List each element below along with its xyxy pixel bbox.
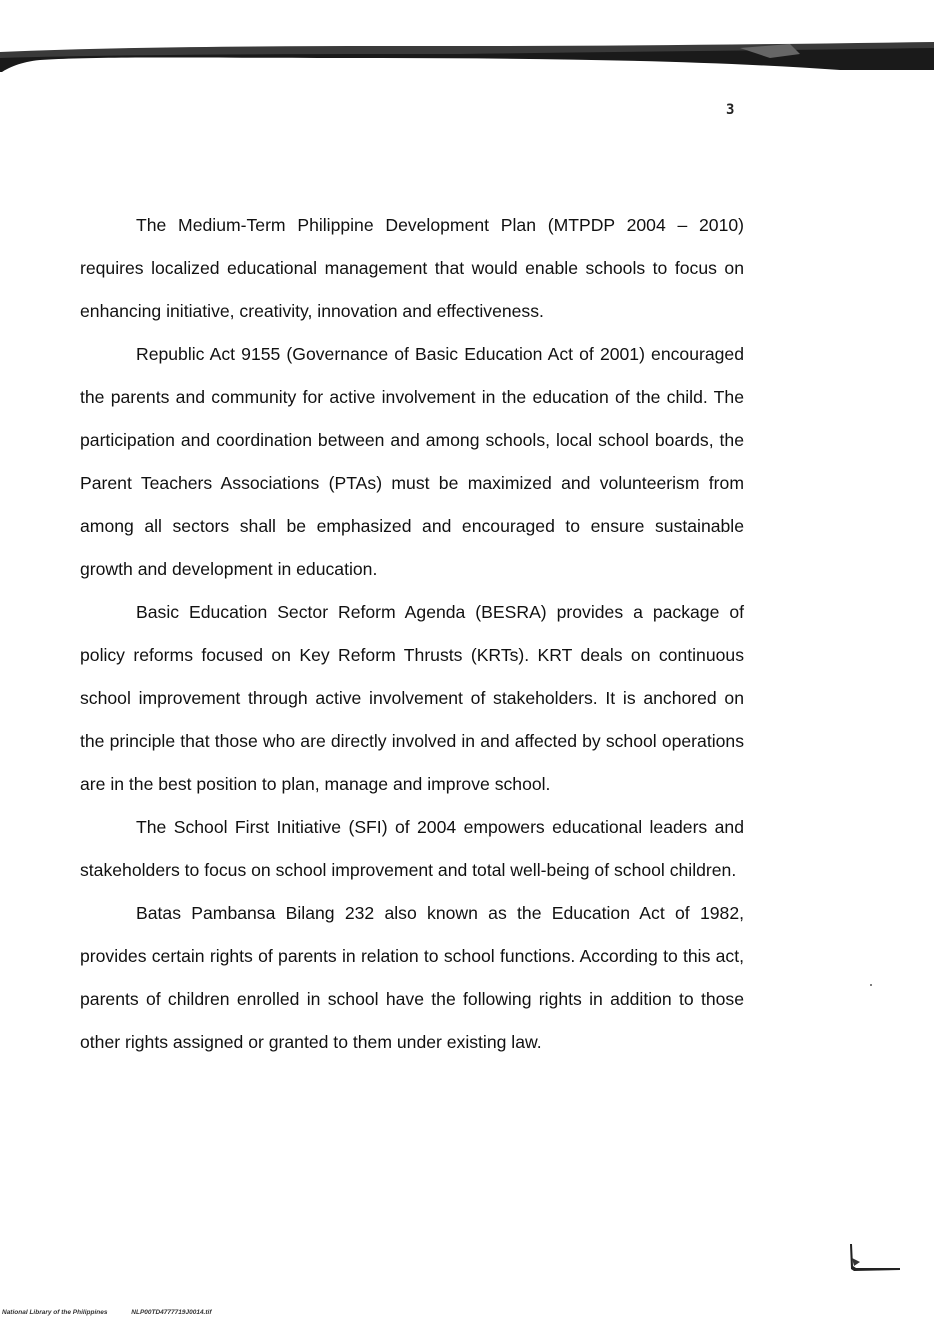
paragraph-besra: Basic Education Sector Reform Agenda (BESRA) provides a package of policy reforms focused on Key Reform Thrusts (KRTs). KRT deals on continuous school improvement through active involvement of stakeholders. It is anchored on the principle that those who are directly involved in and affected by school operations are in the best position to plan, manage and improve school. xyxy=(80,602,744,794)
footer-file-id: NLP00TD4777719J0014.tif xyxy=(131,1309,212,1316)
scan-artifact-band xyxy=(0,42,934,72)
page-number: 3 xyxy=(726,102,735,118)
footer-credit xyxy=(2,1309,212,1316)
paragraph-sfi: The School First Initiative (SFI) of 2004 empowers educational leaders and stakeholders to focus on school improvement and total well-being of school children. xyxy=(80,817,744,880)
body-text xyxy=(80,204,744,1064)
footer-library: National Library of the Philippines xyxy=(2,1309,108,1316)
paragraph-bp-232: Batas Pambansa Bilang 232 also known as the Education Act of 1982, provides certain rights of parents in relation to school functions. According to this act, parents of children enrolled in school have the following rights in addition to those other rights assigned or granted to them under existing law. xyxy=(80,903,744,1052)
paragraph-mtpdp: The Medium-Term Philippine Development Plan (MTPDP 2004 – 2010) requires localized educational management that would enable schools to focus on enhancing initiative, creativity, innovation and effectiveness. xyxy=(80,215,744,321)
scan-speck xyxy=(870,984,872,986)
scan-corner-mark xyxy=(846,1244,902,1272)
paragraph-ra-9155: Republic Act 9155 (Governance of Basic Education Act of 2001) encouraged the parents and community for active involvement in the education of the child. The participation and coordination between and among schools, local school boards, the Parent Teachers Associations (PTAs) must be maximized and volunteerism from among all sectors shall be emphasized and encouraged to ensure sustainable growth and development in education. xyxy=(80,344,744,579)
